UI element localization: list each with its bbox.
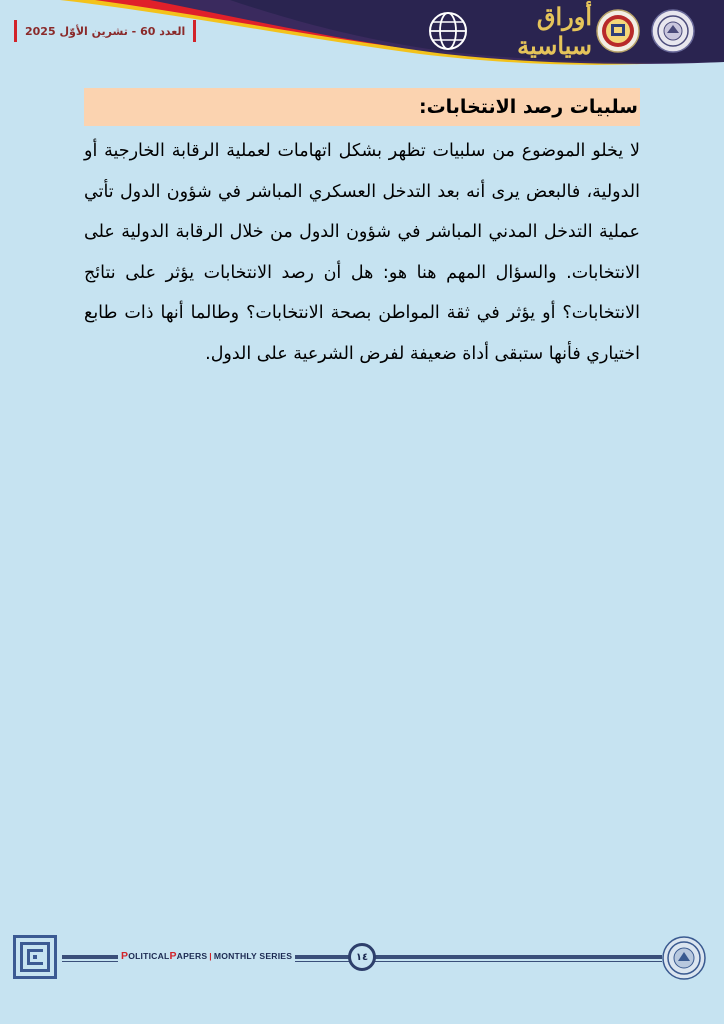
series-divider: | xyxy=(209,951,212,961)
series-initial-p: P xyxy=(121,950,129,962)
page-number: ١٤ xyxy=(348,943,376,971)
section-heading xyxy=(84,88,640,126)
university-logo xyxy=(596,9,640,53)
kufic-logo xyxy=(12,934,58,980)
globe-icon xyxy=(427,10,469,52)
series-monthly: MONTHLY SERIES xyxy=(213,951,293,961)
issue-label: العدد 60 - تشرين الأوّل 2025 xyxy=(14,20,196,42)
college-seal xyxy=(651,9,695,53)
section-heading-text: سلبيات رصد الانتخابات: xyxy=(418,96,638,118)
series-label xyxy=(118,948,295,964)
body-paragraph: لا يخلو الموضوع من سلبيات تظهر بشكل اتهامات لعملية الرقابة الخارجية أو الدولية، فالبعض يرى أنه بعد التدخل العسكري المباشر في شؤون الدول تأتي عملية التدخل المدني المباشر في شؤون الدول من خلال الرقابة الدولية على الانتخابات. والسؤال المهم هنا هو: هل أن رصد الانتخابات يؤثر على نتائج الانتخابات؟ أو يؤثر في ثقة المواطن بصحة الانتخابات؟ وطالما أنها ذات طابع اختياري فأنها ستبقى أداة ضعيفة لفرض الشرعية على الدول. xyxy=(84,141,640,364)
series-political: OLITICAL xyxy=(128,951,170,961)
brand-title: أوراق سياسية xyxy=(517,2,592,60)
college-seal-footer xyxy=(662,936,706,980)
series-papers: APERS xyxy=(176,951,208,961)
series-initial-p2: P xyxy=(169,950,177,962)
